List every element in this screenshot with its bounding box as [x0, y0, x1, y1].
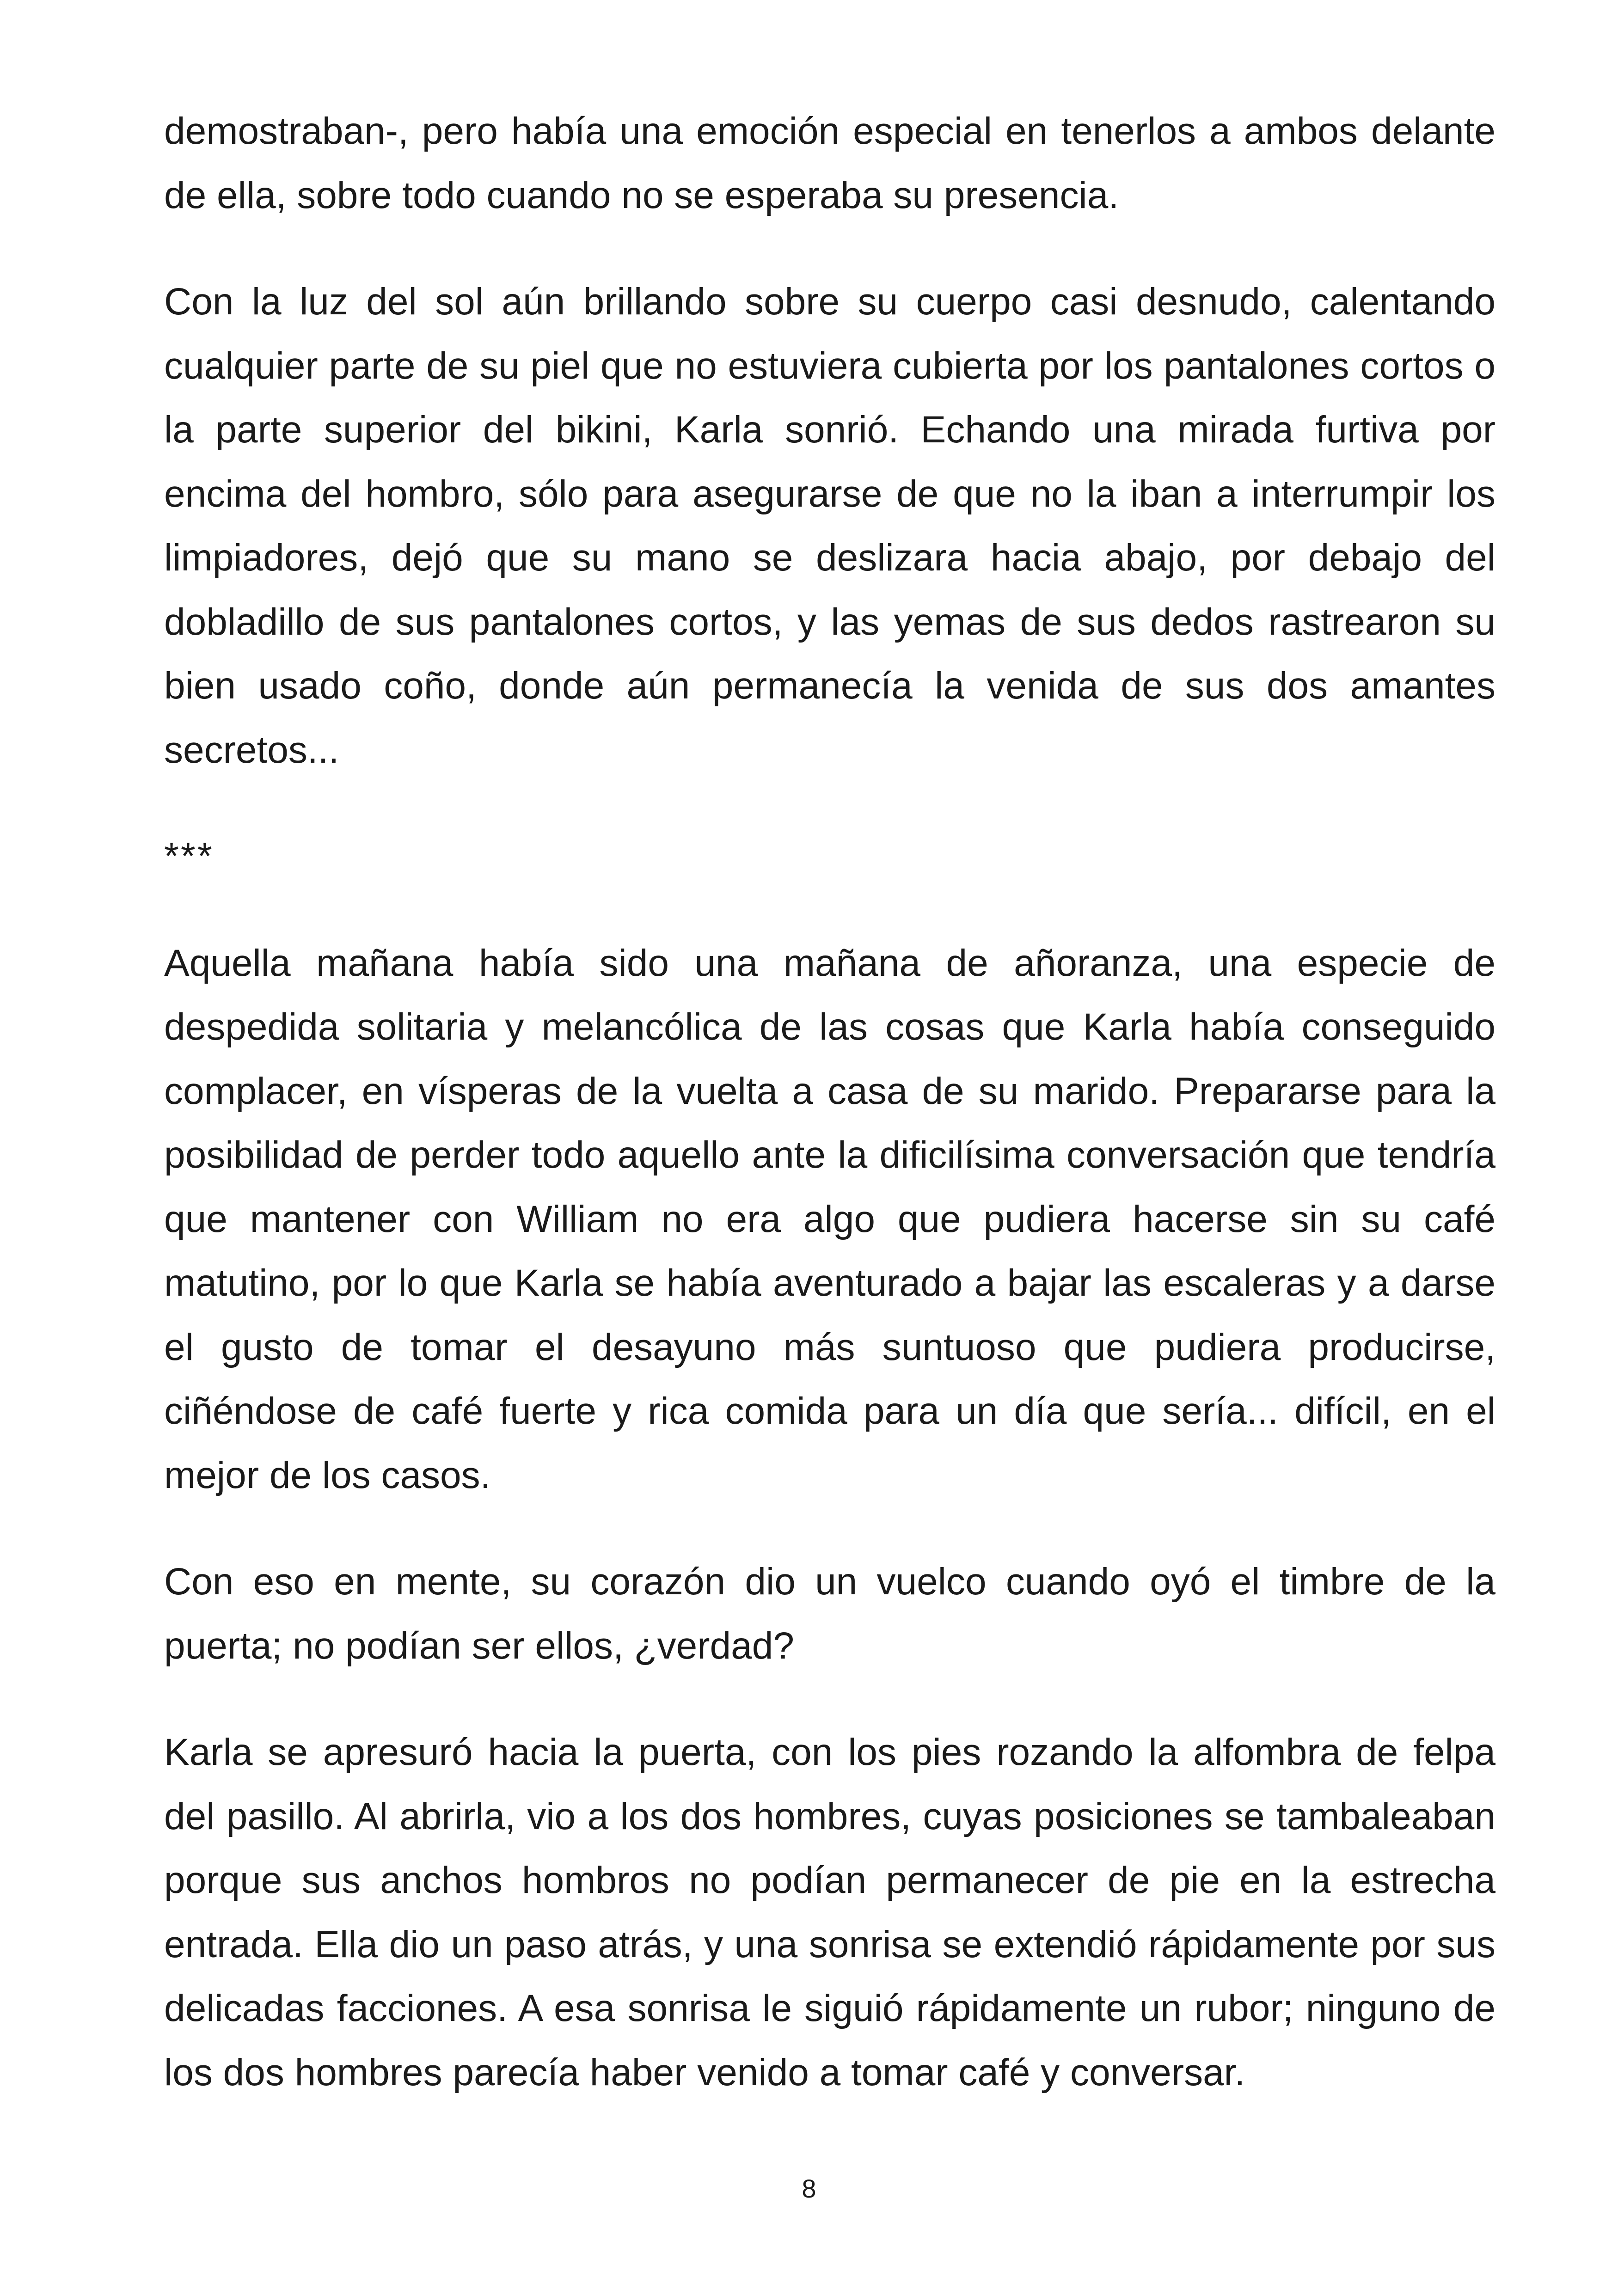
paragraph-4: Con eso en mente, su corazón dio un vuelco cuando oyó el timbre de la puerta; no podían ser ellos, ¿verdad?	[164, 1561, 1495, 1667]
paragraph-3: Aquella mañana había sido una mañana de añoranza, una especie de despedida solitaria y melancólica de las cosas que Karla había conseguido complacer, en vísperas de la vuelta a casa de su marido. Prepararse para la posibilidad de perder todo aquello ante la dificilísima conversación que tendría que mantener con William no era algo que pudiera hacerse sin su café matutino, por lo que Karla se había aventurado a bajar las escaleras y a darse el gusto de tomar el desayuno más suntuoso que pudiera producirse, ciñéndose de café fuerte y rica comida para un día que sería... difícil, en el mejor de los casos.	[164, 942, 1495, 1496]
paragraph-5: Karla se apresuró hacia la puerta, con los pies rozando la alfombra de felpa del pasillo. Al abrirla, vio a los dos hombres, cuyas posiciones se tambaleaban porque sus anchos hombros no podían permanecer de pie en la estrecha entrada. Ella dio un paso atrás, y una sonrisa se extendió rápidamente por sus delicadas facciones. A esa sonrisa le siguió rápidamente un rubor; ninguno de los dos hombres parecía haber venido a tomar café y conversar.	[164, 1731, 1495, 2094]
paragraph-2: Con la luz del sol aún brillando sobre su cuerpo casi desnudo, calentando cualquier parte de su piel que no estuviera cubierta por los pantalones cortos o la parte superior del bikini, Karla sonrió. Echando una mirada furtiva por encima del hombro, sólo para asegurarse de que no la iban a interrumpir los limpiadores, dejó que su mano se deslizara hacia abajo, por debajo del dobladillo de sus pantalones cortos, y las yemas de sus dedos rastrearon su bien usado coño, donde aún permanecía la venida de sus dos amantes secretos...	[164, 281, 1495, 771]
body-text	[164, 99, 1495, 2105]
page-number: 8	[802, 2174, 816, 2203]
paragraph-1: demostraban-, pero había una emoción especial en tenerlos a ambos delante de ella, sobre todo cuando no se esperaba su presencia.	[164, 110, 1495, 216]
section-break: ***	[164, 835, 214, 877]
